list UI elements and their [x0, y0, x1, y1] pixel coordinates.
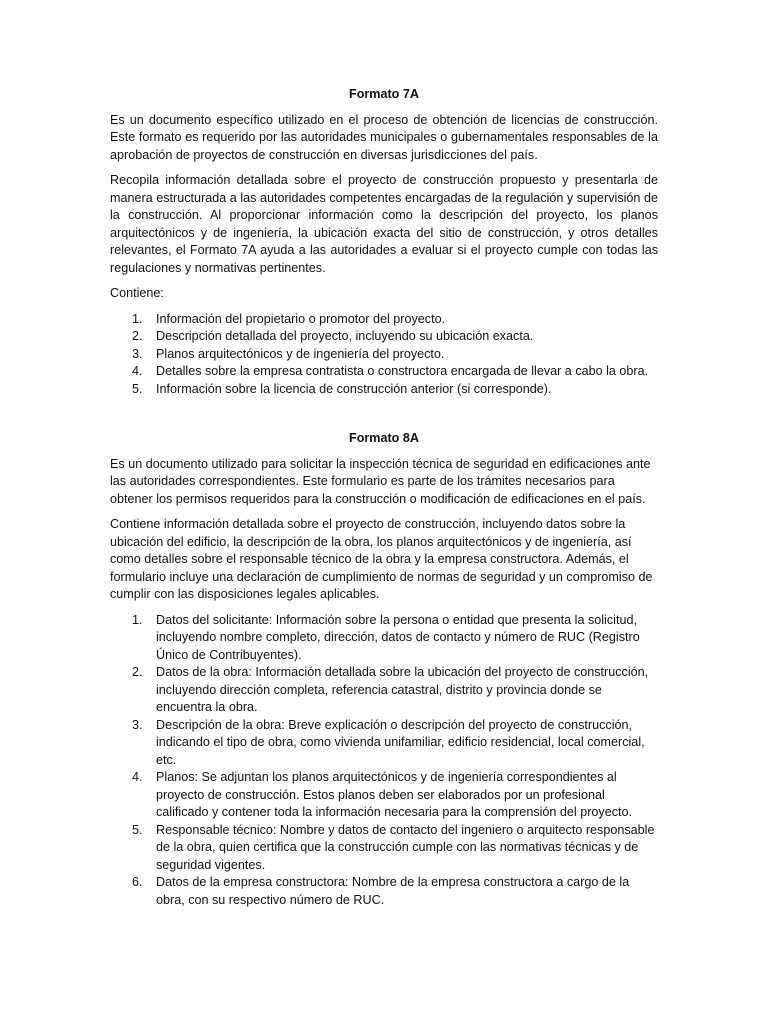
section-formato-8a [110, 430, 658, 909]
list-item-text: Descripción detallada del proyecto, incluyendo su ubicación exacta. [156, 329, 534, 343]
document-page [110, 86, 658, 917]
list-number: 4. [132, 364, 143, 378]
list-item-text: Datos del solicitante: Información sobre la persona o entidad que presenta la solicitud, incluyendo nombre completo, dirección, datos de contacto y número de RUC (Registro Único de Contribuyentes). [156, 612, 640, 662]
list-number: 2. [132, 329, 143, 343]
section-formato-7a [110, 86, 658, 398]
numbered-list [110, 612, 658, 910]
list-item [110, 612, 658, 665]
list-number: 5. [132, 822, 143, 837]
list-item-text: Planos arquitectónicos y de ingeniería del proyecto. [156, 346, 445, 361]
list-item [110, 328, 658, 346]
paragraph: Es un documento específico utilizado en el proceso de obtención de licencias de construcción. Este formato es requerido por las autoridades municipales o gubernamentales responsables de la aprobación de proyectos de construcción en diversas jurisdicciones del país. [110, 112, 658, 162]
paragraph: Contiene información detallada sobre el proyecto de construcción, incluyendo datos sobre la ubicación del edificio, la descripción de la obra, los planos arquitectónicos y de ingeniería, así como detalles sobre el responsable técnico de la obra y la empresa constructora. Además, el formulario incluye una declaración de cumplimiento de normas de seguridad y un compromiso de cumplir con las disposiciones legales aplicables. [110, 517, 653, 601]
list-item [110, 346, 658, 364]
list-number: 1. [132, 612, 143, 627]
list-item-text: Detalles sobre la empresa contratista o constructora encargada de llevar a cabo la obra. [156, 364, 649, 378]
list-item [110, 717, 658, 770]
list-number: 3. [132, 346, 143, 361]
list-item-text: Datos de la empresa constructora: Nombre de la empresa constructora a cargo de la obra, con su respectivo número de RUC. [156, 875, 630, 907]
paragraph: Recopila información detallada sobre el proyecto de construcción propuesto y presentarla de manera estructurada a las autoridades competentes encargadas de la regulación y supervisión de la construcción. Al proporcionar información como la descripción del proyecto, los planos arquitectónicos y de ingeniería, la ubicación exacta del sitio de construcción, y otros detalles relevantes, el Formato 7A ayuda a las autoridades a evaluar si el proyecto cumple con todas las regulaciones y normativas pertinentes. [110, 173, 658, 275]
list-number: 1. [132, 311, 143, 326]
section-title: Formato 7A [349, 87, 419, 101]
section-title: Formato 8A [349, 431, 419, 445]
list-item [110, 381, 658, 399]
list-item [110, 664, 658, 717]
list-number: 5. [132, 381, 143, 396]
list-item [110, 769, 658, 822]
list-item-text: Información del propietario o promotor del proyecto. [156, 311, 446, 326]
list-item-text: Información sobre la licencia de construcción anterior (si corresponde). [156, 381, 552, 396]
paragraph: Es un documento utilizado para solicitar la inspección técnica de seguridad en edificaciones ante las autoridades correspondientes. Este formulario es parte de los trámites necesarios para obtener los permisos requeridos para la construcción o modificación de edificaciones en el país. [110, 456, 651, 506]
list-number: 3. [132, 717, 143, 732]
list-item [110, 363, 658, 381]
list-item [110, 874, 658, 909]
list-number: 4. [132, 770, 143, 784]
paragraph-contiene: Contiene: [110, 286, 164, 300]
list-number: 6. [132, 875, 143, 889]
numbered-list [110, 311, 658, 399]
list-item-text: Responsable técnico: Nombre y datos de contacto del ingeniero o arquitecto responsable de la obra, quien certifica que la construcción cumple con las normativas técnicas y de seguridad vigentes. [156, 822, 655, 872]
list-item-text: Planos: Se adjuntan los planos arquitectónicos y de ingeniería correspondientes al proyecto de construcción. Estos planos deben ser elaborados por un profesional calificado y contener toda la información necesaria para la comprensión del proyecto. [156, 770, 633, 819]
list-item-text: Datos de la obra: Información detallada sobre la ubicación del proyecto de construcción, incluyendo dirección completa, referencia catastral, distrito y provincia donde se encuentra la obra. [156, 665, 649, 714]
list-number: 2. [132, 665, 143, 679]
list-item-text: Descripción de la obra: Breve explicación o descripción del proyecto de construcción, indicando el tipo de obra, como vivienda unifamiliar, edificio residencial, local comercial, etc. [156, 717, 645, 767]
list-item [110, 311, 658, 329]
list-item [110, 822, 658, 875]
section-spacer [110, 406, 658, 430]
